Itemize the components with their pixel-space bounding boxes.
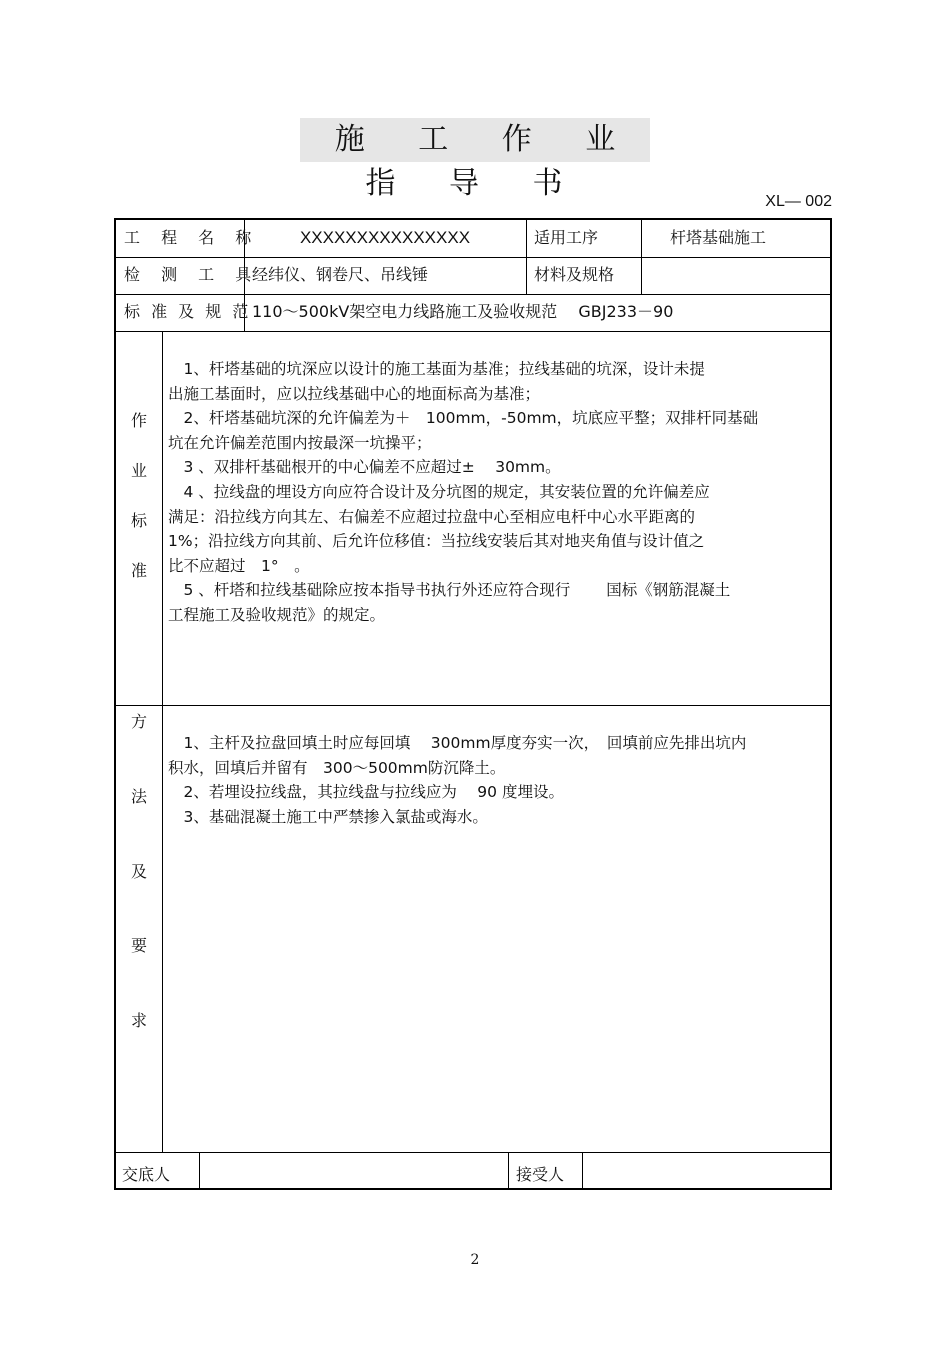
method-text xyxy=(168,731,822,829)
work-standard-line: 坑在允许偏差范围内按最深一坑操平； xyxy=(168,433,432,452)
work-standard-line: 出施工基面时，应以拉线基础中心的地面标高为基准； xyxy=(168,384,541,403)
method-label-2: 法 xyxy=(130,787,147,806)
tools-label: 检 测 工 具 xyxy=(124,265,260,284)
standard-value: 110～500kV架空电力线路施工及验收规范 GBJ233－90 xyxy=(252,302,674,321)
method-line: 1、主杆及拉盘回填土时应每回填 300mm厚度夯实一次， 回填前应先排出坑内 xyxy=(168,734,747,752)
work-standard-text xyxy=(168,357,822,628)
work-standard-label-3: 标 xyxy=(130,511,147,530)
material-label: 材料及规格 xyxy=(534,265,615,284)
work-standard-line: 5 、杆塔和拉线基础除应按本指导书执行外还应符合现行 国标《钢筋混凝土 xyxy=(168,581,731,600)
method-label-1: 方 xyxy=(130,712,147,731)
work-standard-label-1: 作 xyxy=(130,411,147,430)
work-standard-line: 满足：沿拉线方向其左、右偏差不应超过拉盘中心至相应电杆中心水平距离的 xyxy=(168,507,696,526)
process-label: 适用工序 xyxy=(534,228,599,247)
project-name-value: XXXXXXXXXXXXXXX xyxy=(299,228,471,247)
method-label-3: 及 xyxy=(130,862,147,881)
work-standard-label-4: 准 xyxy=(130,561,147,580)
work-standard-line: 4 、拉线盘的埋设方向应符合设计及分坑图的规定，其安装位置的允许偏差应 xyxy=(168,482,710,501)
page-number: 2 xyxy=(470,1252,480,1268)
instruction-table xyxy=(114,218,832,1190)
standard-label: 标 准 及 规 范 xyxy=(124,302,252,321)
work-standard-line: 1、杆塔基础的坑深应以设计的施工基面为基准；拉线基础的坑深，设计未提 xyxy=(168,360,705,378)
work-standard-line: 2、杆塔基础坑深的允许偏差为＋ 100mm，-50mm，坑底应平整；双排杆同基础 xyxy=(168,409,759,428)
method-line: 3、基础混凝土施工中严禁掺入氯盐或海水。 xyxy=(168,807,488,826)
method-line: 积水，回填后并留有 300～500mm防沉降土。 xyxy=(168,758,506,777)
method-label-4: 要 xyxy=(130,936,147,955)
process-value: 杆塔基础施工 xyxy=(670,228,767,247)
method-label-5: 求 xyxy=(130,1011,147,1030)
work-standard-line: 3 、双排杆基础根开的中心偏差不应超过± 30mm。 xyxy=(168,458,561,477)
work-standard-line: 工程施工及验收规范》的规定。 xyxy=(168,605,386,624)
work-standard-line: 比不应超过 1° 。 xyxy=(168,556,310,575)
work-standard-label-2: 业 xyxy=(130,461,147,480)
giver-label: 交底人 xyxy=(122,1165,171,1184)
receiver-label: 接受人 xyxy=(516,1165,565,1184)
document-title: 施 工 作 业 指 导 书 xyxy=(300,118,650,162)
work-standard-line: 1%；沿拉线方向其前、后允许位移值：当拉线安装后其对地夹角值与设计值之 xyxy=(168,532,705,551)
project-name-label: 工 程 名 称 xyxy=(124,228,260,247)
tools-value: 经纬仪、钢卷尺、吊线锤 xyxy=(252,265,429,284)
document-number: XL— 002 xyxy=(765,193,832,210)
method-line: 2、若埋设拉线盘，其拉线盘与拉线应为 90 度埋设。 xyxy=(168,783,564,802)
